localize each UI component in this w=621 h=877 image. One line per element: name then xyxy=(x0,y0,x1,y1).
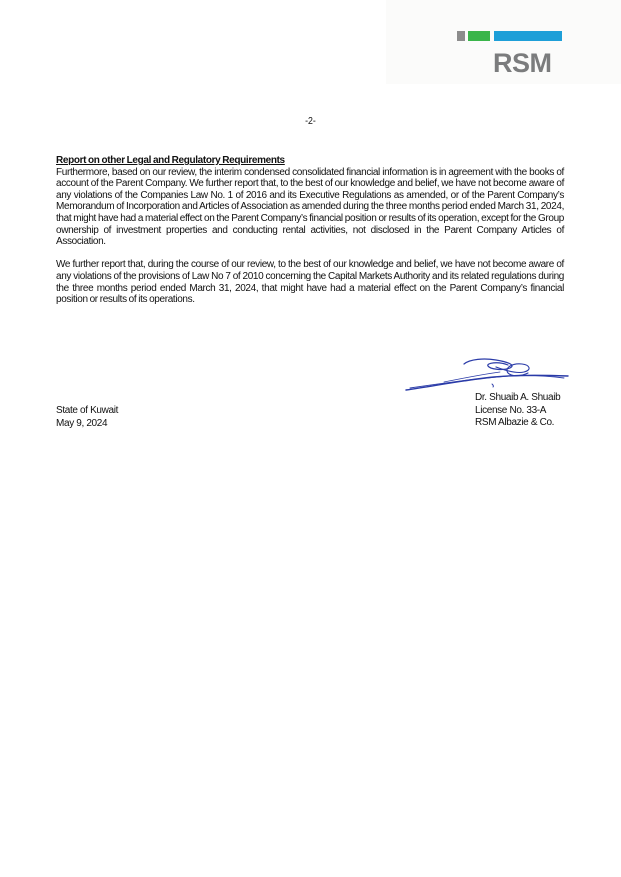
page-number: -2- xyxy=(305,116,316,127)
location-place: State of Kuwait xyxy=(56,405,119,416)
logo-bar-blue xyxy=(494,31,562,41)
section-heading: Report on other Legal and Regulatory Requirements xyxy=(56,155,285,166)
report-date: May 9, 2024 xyxy=(56,417,108,429)
handwritten-signature xyxy=(404,356,572,392)
location-block xyxy=(56,405,118,430)
logo-bar-grey xyxy=(457,31,465,41)
paragraph-capital-markets: We further report that, during the course of our review, to the best of our knowledge and belief, we have not become aware of any violations of the provisions of Law No 7 of 2010 concerning the Capital Markets Authority and its related regulations during the three months period ended March 31, 2024, that might have had a material effect on the Parent Company’s financial position or results of its operations. xyxy=(56,259,564,306)
signatory-firm: RSM Albazie & Co. xyxy=(475,417,555,429)
signatory-name: Dr. Shuaib A. Shuaib xyxy=(475,392,561,403)
report-section xyxy=(56,155,564,306)
rsm-logo-bars xyxy=(457,31,562,41)
paragraph-companies-law: Furthermore, based on our review, the interim condensed consolidated financial information is in agreement with the books of account of the Parent Company. We further report that, to the best of our knowledge and belief, we have not become aware of any violations of the Companies Law No. 1 of 2016 and its Executive Regulations as amended, or of the Parent Company’s Memorandum of Incorporation and Articles of Association as amended during the three months period ended March 31, 2024, that might have had a material effect on the Parent Company’s financial position or results of its operation, except for the Group ownership of investment properties and conducting rental activities, not disclosed in the Parent Company Articles of Association. xyxy=(56,166,564,248)
signatory-block xyxy=(475,392,560,430)
logo-bar-green xyxy=(468,31,490,41)
signatory-license: License No. 33-A xyxy=(475,404,547,416)
rsm-logo-text: RSM xyxy=(493,48,552,78)
